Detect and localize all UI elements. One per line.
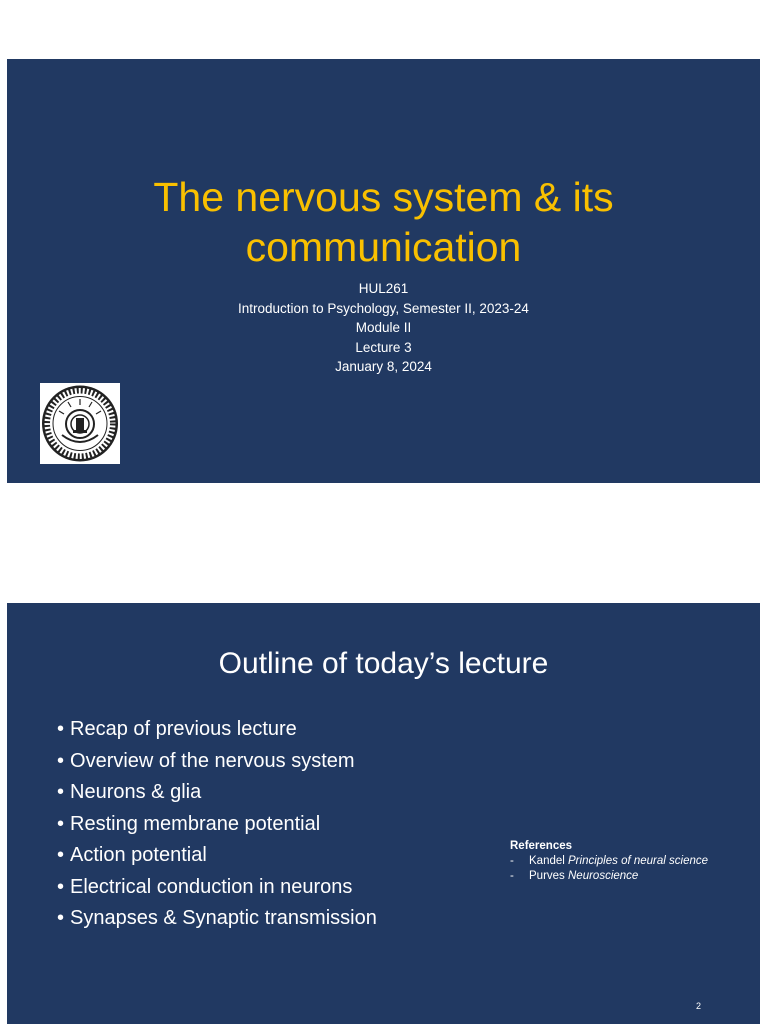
list-item-text: Resting membrane potential — [70, 812, 321, 835]
list-item — [57, 809, 377, 841]
list-item-text: Overview of the nervous system — [70, 749, 355, 772]
reference-book: Neuroscience — [568, 870, 639, 882]
list-item — [57, 777, 377, 809]
outline-slide — [7, 603, 760, 1024]
list-item-text: Neurons & glia — [70, 781, 202, 803]
reference-book: Principles of neural science — [568, 855, 709, 867]
lecture-label: Lecture 3 — [355, 339, 412, 355]
list-item — [57, 714, 377, 746]
slide-subtitle — [7, 279, 760, 377]
list-item — [57, 903, 377, 935]
course-name: Introduction to Psychology, Semester II, 2023-24 — [238, 300, 529, 316]
reference-dash: - — [510, 870, 514, 882]
list-item-text: Synapses & Synaptic transmission — [70, 907, 377, 929]
reference-author: Kandel — [529, 855, 565, 867]
bullet-icon: • — [57, 844, 65, 866]
list-item-text: Action potential — [70, 844, 207, 866]
lecture-date: January 8, 2024 — [335, 359, 432, 374]
course-code: HUL261 — [358, 281, 409, 296]
page-number: 2 — [696, 1001, 702, 1011]
slide-title-line-1: The nervous system & its — [153, 174, 614, 220]
reference-item — [510, 869, 708, 884]
bullet-icon: • — [57, 749, 65, 772]
institute-emblem-icon — [40, 383, 120, 464]
outline-title: Outline of today’s lecture — [218, 647, 549, 680]
slide-title-line-2: communication — [245, 224, 522, 270]
references-heading: References — [510, 840, 573, 852]
list-item-text: Recap of previous lecture — [70, 718, 297, 740]
module-label: Module II — [355, 320, 412, 335]
reference-author: Purves — [529, 870, 565, 882]
bullet-icon: • — [57, 812, 65, 835]
bullet-icon: • — [57, 907, 65, 929]
reference-item — [510, 854, 708, 869]
outline-list — [57, 714, 377, 935]
title-slide — [7, 59, 760, 483]
list-item — [57, 872, 377, 904]
bullet-icon: • — [57, 718, 65, 740]
bullet-icon: • — [57, 875, 65, 898]
slide-title — [7, 172, 760, 272]
list-item-text: Electrical conduction in neurons — [70, 875, 353, 898]
list-item — [57, 746, 377, 778]
references-block — [510, 839, 708, 884]
reference-dash: - — [510, 855, 514, 867]
list-item — [57, 840, 377, 872]
emblem-graphic — [40, 383, 120, 464]
bullet-icon: • — [57, 781, 65, 803]
